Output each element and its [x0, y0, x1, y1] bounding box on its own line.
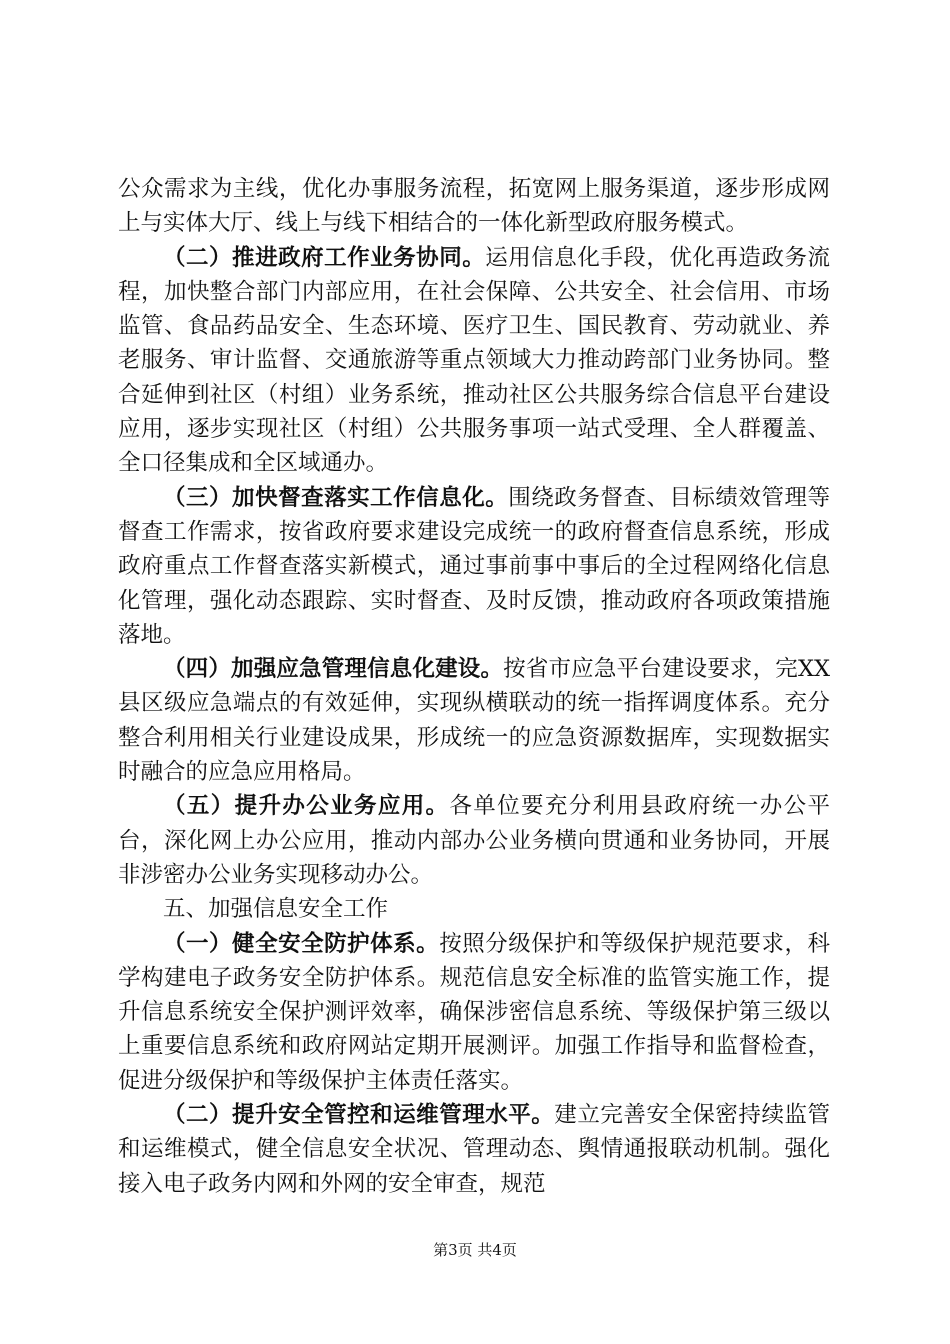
paragraph-lead: （三）加快督查落实工作信息化。 — [163, 484, 509, 511]
paragraph-text: 按省市应急平台建设要求，完XX县区级应急端点的有效延伸，实现纵横联动的统一指挥调度体系。充分整合利用相关行业建设成果，形成统一的应急资源数据库，实现数据实时融合的应急应用格局。 — [118, 656, 830, 786]
paragraph-text: 建立完善安全保密持续监管和运维模式，健全信息安全状况、管理动态、舆情通报联动机制。强化接入电子政务内网和外网的安全审查，规范 — [118, 1102, 830, 1197]
document-body — [118, 172, 830, 1201]
paragraph-text: 运用信息化手段，优化再造政务流程，加快整合部门内部应用，在社会保障、公共安全、社会信用、市场监管、食品药品安全、生态环境、医疗卫生、国民教育、劳动就业、养老服务、审计监督、交通旅游等重点领域大力推动跨部门业务协同。整合延伸到社区（村组）业务系统，推动社区公共服务综合信息平台建设应用，逐步实现社区（村组）公共服务事项一站式受理、全人群覆盖、全口径集成和全区域通办。 — [118, 244, 830, 477]
paragraph-security-system — [118, 927, 830, 1098]
section-heading: 五、加强信息安全工作 — [163, 896, 389, 923]
paragraph-text: 围绕政务督查、目标绩效管理等督查工作需求，按省政府要求建设完成统一的政府督查信息系统，形成政府重点工作督查落实新模式，通过事前事中事后的全过程网络化信息化管理，强化动态跟踪、实时督查、及时反馈，推动政府各项政策措施落地。 — [118, 484, 830, 648]
paragraph-text: 按照分级保护和等级保护规范要求，科学构建电子政务安全防护体系。规范信息安全标准的监管实施工作，提升信息系统安全保护测评效率，确保涉密信息系统、等级保护第三级以上重要信息系统和政府网站定期开展测评。加强工作指导和监督检查，促进分级保护和等级保护主体责任落实。 — [118, 930, 830, 1094]
paragraph-business-collaboration — [118, 241, 830, 481]
paragraph-text: 各单位要充分利用县政府统一办公平台，深化网上办公应用，推动内部办公业务横向贯通和业务协同，开展非涉密办公业务实现移动办公。 — [118, 793, 830, 888]
paragraph-continuation — [118, 172, 830, 241]
page-footer — [0, 1240, 950, 1260]
paragraph-security-ops — [118, 1098, 830, 1201]
paragraph-lead: （一）健全安全防护体系。 — [163, 930, 440, 957]
paragraph-lead: （五）提升办公业务应用。 — [163, 793, 450, 820]
paragraph-supervision — [118, 481, 830, 652]
paragraph-lead: （四）加强应急管理信息化建设。 — [163, 656, 504, 683]
paragraph-office — [118, 789, 830, 892]
paragraph-lead: （二）推进政府工作业务协同。 — [163, 244, 486, 271]
paragraph-emergency — [118, 652, 830, 789]
paragraph-text: 公众需求为主线，优化办事服务流程，拓宽网上服务渠道，逐步形成网上与实体大厅、线上与线下相结合的一体化新型政府服务模式。 — [118, 176, 830, 237]
paragraph-lead: （二）提升安全管控和运维管理水平。 — [163, 1102, 555, 1129]
page-number-label: 第3页 共4页 — [433, 1241, 517, 1259]
